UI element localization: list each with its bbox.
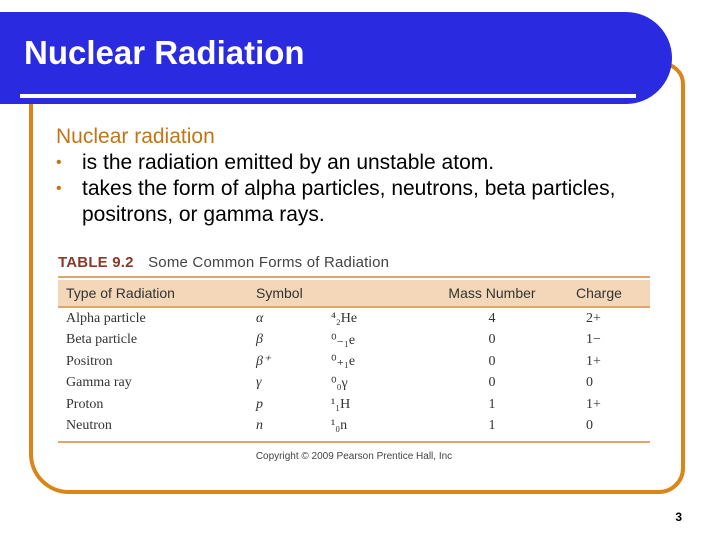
table-row [58,330,650,352]
bullet-item [56,176,656,228]
cell-charge: 2+ [586,310,601,326]
cell-symbol: p [256,396,263,412]
radiation-table [58,280,650,437]
cell-charge: 1+ [586,353,601,369]
cell-mass-number: 0 [488,375,496,391]
copyright-notice: Copyright © 2009 Pearson Prentice Hall, Inc [255,451,453,462]
cell-symbol: γ [256,375,262,391]
table-bottom-rule [58,441,650,443]
table-row [58,373,650,395]
table-caption [58,254,650,272]
body-heading: Nuclear radiation [56,125,215,148]
cell-type: Alpha particle [66,310,146,326]
cell-notation: ¹₁H [331,396,351,412]
header-mass-number: Mass Number [408,280,568,307]
cell-type: Proton [66,396,104,412]
header-type: Type of Radiation [58,280,248,307]
cell-symbol: n [256,418,263,434]
cell-charge: 0 [586,375,593,391]
bullet-text: is the radiation emitted by an unstable atom. [82,151,495,174]
cell-mass-number: 1 [488,418,496,434]
slide-body [56,124,656,228]
table-label: TABLE 9.2 [58,254,134,271]
cell-mass-number: 4 [488,310,496,326]
cell-charge: 1+ [586,396,601,412]
bullet-item [56,150,656,176]
cell-type: Positron [66,353,113,369]
cell-type: Gamma ray [66,375,132,391]
cell-type: Beta particle [66,332,138,348]
bullet-text: takes the form of alpha particles, neutrons, beta particles, positrons, or gamma rays. [82,177,616,226]
cell-charge: 1− [586,332,601,348]
table-row [58,416,650,438]
header-notation [323,280,408,307]
cell-symbol: β [256,332,263,348]
cell-notation: ⁰₀γ [331,375,348,391]
caption-rule [58,276,650,278]
cell-type: Neutron [66,418,112,434]
cell-mass-number: 1 [488,396,496,412]
cell-notation: ¹₀n [331,418,348,434]
bullet-icon: • [56,180,62,197]
table-row [58,307,650,330]
cell-symbol: α [256,310,264,326]
table-caption-text: Some Common Forms of Radiation [148,254,390,271]
cell-symbol: β⁺ [256,354,271,370]
cell-notation: ⁰₋₁e [331,332,356,348]
page-number: 3 [675,510,682,524]
slide-title: Nuclear Radiation [24,34,305,71]
cell-notation: ⁰₊₁e [331,354,356,370]
table-row [58,394,650,416]
cell-notation: ⁴₂He [331,310,358,326]
table-row [58,351,650,373]
radiation-table-figure [58,254,650,462]
cell-charge: 0 [586,418,593,434]
title-underline [20,94,636,98]
cell-mass-number: 0 [488,332,496,348]
bullet-icon: • [56,154,62,171]
table-header-row [58,280,650,307]
header-charge: Charge [568,280,650,307]
cell-mass-number: 0 [488,353,496,369]
header-symbol: Symbol [248,280,323,307]
